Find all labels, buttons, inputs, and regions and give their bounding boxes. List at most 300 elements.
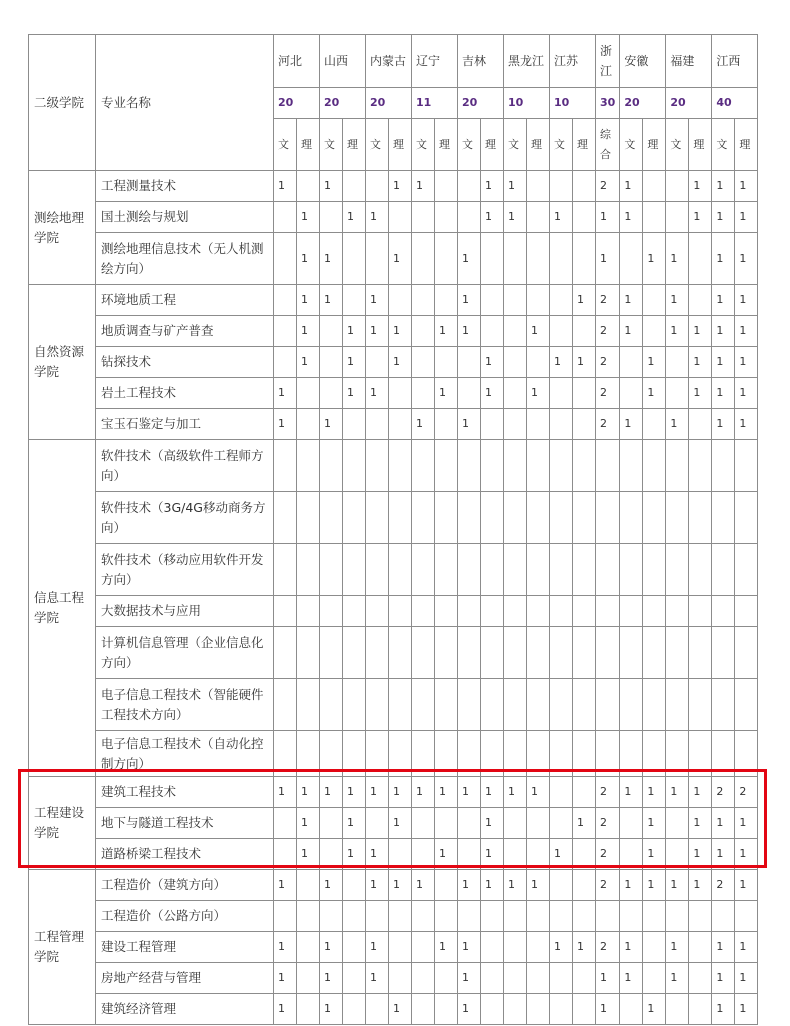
quota-cell <box>504 932 527 963</box>
quota-cell <box>550 870 573 901</box>
quota-cell <box>527 839 550 870</box>
quota-cell <box>573 202 596 233</box>
quota-cell: 1 <box>366 777 389 808</box>
quota-cell <box>366 171 389 202</box>
track-header: 理 <box>435 119 458 171</box>
quota-cell <box>550 285 573 316</box>
quota-cell <box>412 440 435 492</box>
quota-cell: 1 <box>389 808 412 839</box>
quota-cell <box>412 596 435 627</box>
quota-cell: 1 <box>712 378 735 409</box>
major-cell: 岩土工程技术 <box>96 378 274 409</box>
quota-cell: 1 <box>735 808 758 839</box>
quota-cell: 1 <box>320 409 343 440</box>
major-cell: 建筑工程技术 <box>96 777 274 808</box>
table-row <box>29 839 758 870</box>
quota-cell: 1 <box>412 870 435 901</box>
quota-cell <box>504 627 527 679</box>
quota-cell: 1 <box>343 808 366 839</box>
province-header: 内蒙古 <box>366 35 412 88</box>
quota-cell <box>527 808 550 839</box>
quota-cell <box>573 440 596 492</box>
quota-cell <box>643 596 666 627</box>
track-header: 文 <box>666 119 689 171</box>
quota-cell <box>458 378 481 409</box>
quota-cell <box>343 963 366 994</box>
quota-cell <box>412 731 435 777</box>
quota-cell: 1 <box>366 839 389 870</box>
quota-cell <box>366 901 389 932</box>
quota-cell <box>712 731 735 777</box>
quota-cell: 1 <box>389 347 412 378</box>
quota-cell: 1 <box>689 171 712 202</box>
quota-cell: 1 <box>458 994 481 1025</box>
quota-cell <box>320 378 343 409</box>
quota-cell <box>689 963 712 994</box>
table-row <box>29 994 758 1025</box>
quota-cell <box>366 627 389 679</box>
header-row-provinces <box>29 35 758 88</box>
quota-cell <box>689 679 712 731</box>
quota-cell: 1 <box>366 963 389 994</box>
quota-cell <box>620 233 643 285</box>
quota-cell: 1 <box>504 202 527 233</box>
quota-cell: 1 <box>620 870 643 901</box>
quota-cell <box>297 870 320 901</box>
quota-cell <box>389 409 412 440</box>
quota-cell: 1 <box>481 347 504 378</box>
quota-cell <box>573 378 596 409</box>
province-header: 黑龙江 <box>504 35 550 88</box>
quota-cell: 1 <box>435 932 458 963</box>
quota-cell: 1 <box>666 870 689 901</box>
quota-cell <box>435 963 458 994</box>
quota-cell: 1 <box>527 316 550 347</box>
quota-cell: 1 <box>666 777 689 808</box>
quota-cell <box>412 679 435 731</box>
quota-cell: 1 <box>666 963 689 994</box>
quota-cell: 1 <box>712 839 735 870</box>
quota-cell <box>527 171 550 202</box>
quota-cell <box>274 901 297 932</box>
quota-cell <box>320 901 343 932</box>
quota-cell: 1 <box>274 171 297 202</box>
quota-cell <box>481 901 504 932</box>
quota-cell <box>481 679 504 731</box>
quota-cell <box>343 901 366 932</box>
quota-cell: 1 <box>573 285 596 316</box>
track-header: 理 <box>343 119 366 171</box>
quota-cell <box>735 492 758 544</box>
quota-cell <box>274 596 297 627</box>
quota-cell <box>550 233 573 285</box>
quota-cell: 1 <box>343 347 366 378</box>
quota-cell: 1 <box>458 963 481 994</box>
quota-cell <box>689 492 712 544</box>
major-cell: 电子信息工程技术（自动化控制方向） <box>96 731 274 777</box>
table-row <box>29 202 758 233</box>
major-cell: 电子信息工程技术（智能硬件工程技术方向） <box>96 679 274 731</box>
quota-cell: 1 <box>712 963 735 994</box>
province-quota: 10 <box>550 88 596 119</box>
quota-cell <box>435 731 458 777</box>
table-row <box>29 870 758 901</box>
quota-cell <box>458 440 481 492</box>
quota-cell: 1 <box>620 932 643 963</box>
quota-cell: 1 <box>712 285 735 316</box>
quota-cell <box>435 596 458 627</box>
quota-cell <box>320 492 343 544</box>
table-row <box>29 233 758 285</box>
quota-cell <box>527 347 550 378</box>
province-header: 江苏 <box>550 35 596 88</box>
quota-cell <box>573 233 596 285</box>
quota-cell <box>435 994 458 1025</box>
province-header: 河北 <box>274 35 320 88</box>
table-row <box>29 731 758 777</box>
quota-cell <box>735 544 758 596</box>
major-cell: 环境地质工程 <box>96 285 274 316</box>
quota-cell <box>504 347 527 378</box>
quota-cell: 1 <box>297 202 320 233</box>
major-cell: 大数据技术与应用 <box>96 596 274 627</box>
quota-cell: 1 <box>481 808 504 839</box>
quota-cell: 1 <box>735 932 758 963</box>
quota-cell: 2 <box>596 870 620 901</box>
quota-cell <box>573 409 596 440</box>
province-quota: 20 <box>458 88 504 119</box>
quota-cell <box>389 492 412 544</box>
quota-cell: 1 <box>735 839 758 870</box>
quota-cell: 1 <box>297 316 320 347</box>
quota-cell: 1 <box>550 932 573 963</box>
table-row <box>29 932 758 963</box>
quota-cell: 1 <box>596 233 620 285</box>
quota-cell <box>389 596 412 627</box>
quota-cell <box>435 492 458 544</box>
table-row <box>29 409 758 440</box>
province-quota: 20 <box>320 88 366 119</box>
quota-cell: 1 <box>297 839 320 870</box>
quota-cell <box>550 596 573 627</box>
quota-cell <box>735 440 758 492</box>
quota-cell <box>550 409 573 440</box>
quota-cell <box>689 544 712 596</box>
quota-cell <box>666 544 689 596</box>
quota-cell <box>504 679 527 731</box>
quota-cell <box>458 731 481 777</box>
quota-cell <box>620 492 643 544</box>
quota-cell: 1 <box>527 378 550 409</box>
quota-cell <box>389 963 412 994</box>
quota-cell <box>643 202 666 233</box>
quota-cell <box>596 596 620 627</box>
province-header: 福建 <box>666 35 712 88</box>
quota-cell <box>573 994 596 1025</box>
table-row <box>29 963 758 994</box>
quota-cell <box>620 679 643 731</box>
province-quota: 20 <box>620 88 666 119</box>
table-row <box>29 544 758 596</box>
quota-cell <box>666 901 689 932</box>
quota-cell: 1 <box>620 316 643 347</box>
quota-cell: 1 <box>596 202 620 233</box>
quota-cell <box>366 492 389 544</box>
quota-cell <box>274 839 297 870</box>
quota-cell <box>412 994 435 1025</box>
quota-cell <box>527 409 550 440</box>
quota-cell <box>297 171 320 202</box>
track-header: 文 <box>504 119 527 171</box>
quota-cell <box>735 901 758 932</box>
quota-cell: 1 <box>320 285 343 316</box>
quota-cell: 1 <box>620 777 643 808</box>
quota-cell: 1 <box>620 285 643 316</box>
quota-cell: 1 <box>620 409 643 440</box>
quota-cell <box>550 777 573 808</box>
quota-cell <box>550 627 573 679</box>
quota-cell: 1 <box>320 994 343 1025</box>
quota-cell <box>643 901 666 932</box>
quota-cell: 1 <box>550 347 573 378</box>
track-header: 文 <box>412 119 435 171</box>
quota-cell <box>320 202 343 233</box>
quota-cell <box>550 963 573 994</box>
quota-cell <box>666 731 689 777</box>
quota-cell: 2 <box>596 378 620 409</box>
quota-cell: 1 <box>596 994 620 1025</box>
quota-cell: 1 <box>366 285 389 316</box>
track-header: 文 <box>550 119 573 171</box>
quota-cell: 1 <box>573 808 596 839</box>
quota-cell: 1 <box>389 171 412 202</box>
province-quota: 10 <box>504 88 550 119</box>
quota-cell <box>458 347 481 378</box>
quota-cell <box>643 627 666 679</box>
quota-cell <box>343 233 366 285</box>
quota-cell: 1 <box>481 378 504 409</box>
quota-cell <box>527 202 550 233</box>
province-quota: 30 <box>596 88 620 119</box>
quota-cell: 1 <box>389 777 412 808</box>
quota-cell <box>666 808 689 839</box>
quota-cell <box>666 627 689 679</box>
quota-cell <box>297 492 320 544</box>
quota-cell <box>527 596 550 627</box>
quota-cell: 1 <box>666 233 689 285</box>
quota-cell <box>689 994 712 1025</box>
major-cell: 道路桥梁工程技术 <box>96 839 274 870</box>
quota-cell <box>389 544 412 596</box>
quota-cell <box>620 544 643 596</box>
quota-cell: 1 <box>481 202 504 233</box>
quota-cell: 1 <box>666 932 689 963</box>
quota-cell: 1 <box>573 932 596 963</box>
quota-cell <box>620 901 643 932</box>
quota-cell <box>435 627 458 679</box>
quota-cell <box>412 492 435 544</box>
quota-cell <box>643 544 666 596</box>
quota-cell <box>666 347 689 378</box>
quota-cell <box>435 409 458 440</box>
quota-cell <box>458 627 481 679</box>
quota-cell <box>297 378 320 409</box>
quota-cell <box>297 901 320 932</box>
quota-cell <box>366 409 389 440</box>
college-cell: 自然资源学院 <box>29 285 96 440</box>
province-header: 浙江 <box>596 35 620 88</box>
quota-cell: 2 <box>712 777 735 808</box>
quota-cell: 1 <box>481 839 504 870</box>
quota-cell <box>389 440 412 492</box>
quota-cell <box>643 171 666 202</box>
quota-cell <box>343 440 366 492</box>
quota-cell <box>297 596 320 627</box>
quota-cell <box>343 596 366 627</box>
quota-cell <box>504 440 527 492</box>
quota-cell <box>666 171 689 202</box>
quota-cell: 1 <box>274 994 297 1025</box>
quota-cell: 1 <box>389 233 412 285</box>
quota-cell <box>643 409 666 440</box>
quota-cell <box>481 316 504 347</box>
quota-cell <box>366 679 389 731</box>
quota-cell <box>297 679 320 731</box>
quota-cell: 1 <box>504 171 527 202</box>
quota-cell <box>550 901 573 932</box>
major-cell: 工程测量技术 <box>96 171 274 202</box>
quota-cell: 1 <box>735 202 758 233</box>
quota-cell: 1 <box>620 963 643 994</box>
quota-cell <box>412 932 435 963</box>
quota-cell <box>689 901 712 932</box>
quota-cell: 1 <box>343 316 366 347</box>
quota-cell <box>320 347 343 378</box>
quota-cell <box>620 347 643 378</box>
major-cell: 工程造价（建筑方向） <box>96 870 274 901</box>
quota-cell <box>550 440 573 492</box>
quota-cell <box>366 347 389 378</box>
quota-cell: 1 <box>643 870 666 901</box>
quota-cell: 1 <box>389 994 412 1025</box>
quota-cell <box>412 839 435 870</box>
quota-cell <box>504 731 527 777</box>
quota-cell: 1 <box>366 932 389 963</box>
quota-cell: 1 <box>343 202 366 233</box>
quota-cell <box>343 544 366 596</box>
quota-cell <box>527 492 550 544</box>
quota-cell <box>573 901 596 932</box>
province-header: 辽宁 <box>412 35 458 88</box>
quota-cell <box>274 285 297 316</box>
quota-cell: 1 <box>643 378 666 409</box>
quota-cell: 1 <box>435 777 458 808</box>
quota-cell <box>550 731 573 777</box>
quota-cell <box>527 233 550 285</box>
quota-cell: 1 <box>735 963 758 994</box>
quota-cell <box>389 378 412 409</box>
quota-cell <box>504 544 527 596</box>
province-quota: 20 <box>274 88 320 119</box>
quota-cell <box>320 596 343 627</box>
quota-cell <box>504 233 527 285</box>
quota-cell: 1 <box>689 777 712 808</box>
track-header: 文 <box>274 119 297 171</box>
quota-cell <box>343 731 366 777</box>
quota-cell: 1 <box>435 316 458 347</box>
quota-cell <box>274 808 297 839</box>
quota-cell <box>343 627 366 679</box>
track-header: 理 <box>297 119 320 171</box>
quota-cell <box>735 679 758 731</box>
quota-cell <box>550 679 573 731</box>
quota-cell: 1 <box>366 316 389 347</box>
quota-cell <box>689 285 712 316</box>
quota-cell <box>504 378 527 409</box>
quota-cell <box>573 316 596 347</box>
quota-cell: 1 <box>735 378 758 409</box>
quota-cell <box>504 285 527 316</box>
quota-cell: 1 <box>274 777 297 808</box>
quota-cell <box>527 963 550 994</box>
quota-cell <box>735 731 758 777</box>
quota-cell: 1 <box>712 808 735 839</box>
quota-cell <box>412 316 435 347</box>
quota-cell <box>504 839 527 870</box>
major-cell: 钻探技术 <box>96 347 274 378</box>
quota-cell <box>435 233 458 285</box>
quota-cell <box>504 994 527 1025</box>
quota-cell: 1 <box>735 870 758 901</box>
quota-cell: 1 <box>643 839 666 870</box>
quota-cell: 2 <box>596 808 620 839</box>
table-row <box>29 347 758 378</box>
quota-cell <box>435 440 458 492</box>
quota-cell <box>458 596 481 627</box>
quota-cell: 1 <box>689 378 712 409</box>
quota-cell <box>389 285 412 316</box>
quota-cell: 1 <box>666 409 689 440</box>
quota-cell: 1 <box>735 347 758 378</box>
province-quota: 40 <box>712 88 758 119</box>
quota-cell <box>573 492 596 544</box>
quota-cell <box>643 285 666 316</box>
quota-cell: 1 <box>481 777 504 808</box>
quota-cell: 1 <box>596 963 620 994</box>
quota-cell <box>297 440 320 492</box>
quota-cell: 1 <box>689 347 712 378</box>
quota-cell <box>596 440 620 492</box>
quota-cell: 1 <box>412 171 435 202</box>
quota-cell <box>481 492 504 544</box>
quota-cell: 1 <box>297 777 320 808</box>
quota-cell: 2 <box>596 171 620 202</box>
quota-cell <box>643 316 666 347</box>
quota-cell <box>274 679 297 731</box>
quota-cell: 1 <box>527 870 550 901</box>
quota-cell <box>596 901 620 932</box>
track-header: 理 <box>573 119 596 171</box>
track-header: 文 <box>458 119 481 171</box>
table-row <box>29 808 758 839</box>
quota-cell <box>620 731 643 777</box>
quota-cell: 1 <box>643 347 666 378</box>
quota-cell <box>320 731 343 777</box>
quota-cell: 1 <box>620 202 643 233</box>
quota-cell <box>666 202 689 233</box>
quota-cell <box>666 994 689 1025</box>
quota-cell <box>320 679 343 731</box>
